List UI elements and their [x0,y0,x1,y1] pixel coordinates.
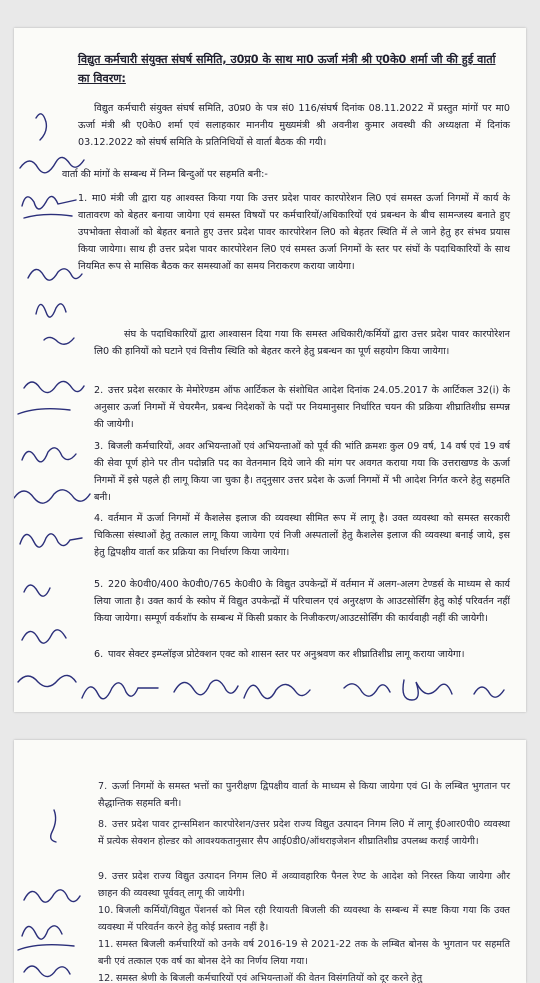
list-item: 8. उत्तर प्रदेश पावर ट्रान्समिशन कारपोरेशन/उत्तर प्रदेश राज्य विद्युत उत्पादन निगम लि0 में लागू ई0आर0पी0 व्यवस्था में प्रत्येक सेक्शन होल्डर को आवश्यकतानुसार सैप आई0डी0/ऑथराइजेशन शीघ्रातिशीघ्र उपलब्ध कराई जायेगी। [98,819,510,847]
list-item: संघ के पदाधिकारियों द्वारा आश्वासन दिया गया कि समस्त अधिकारी/कर्मियों द्वारा उत्तर प्रदेश पावर कारपोरेशन लि0 की हानियों को घटाने एवं वित्तीय स्थिति को बेहतर करने हेतु प्रबन्धन का पूर्ण सहयोग किया जायेगा। [94,329,510,357]
list-item: 1. मा0 मंत्री जी द्वारा यह आश्वस्त किया गया कि उत्तर प्रदेश पावर कारपोरेशन लि0 एवं समस्त ऊर्जा निगमों में कार्य के वातावरण को बेहतर बनाया जायेगा एवं समस्त विषयों पर कर्मचारियों/अधिकारियों एवं प्रबन्धन के बीच सामन्जस्य बनाते हुए उपभोक्ता सेवाओं को बेहतर बनाते हुए उत्तर प्रदेश पावर कारपोरेशन लि0 को बेहतर स्थिति में ले जाने हेतु हर संभव प्रयास किया जायेगा। साथ ही उत्तर प्रदेश पावर कारपोरेशन लि0 एवं समस्त ऊर्जा निगमों के स्तर पर संघों के पदाधिकारियों के साथ नियमित रूप से मासिक बैठक कर समस्याओं का समय निराकरण कराया जायेगा। [78,193,510,272]
list-item: 3. बिजली कर्मचारियों, अवर अभियन्ताओं एवं अभियन्ताओं को पूर्व की भांति क्रमशः कुल 09 वर्ष, 14 वर्ष एवं 19 वर्ष की सेवा पूर्ण होने पर तीन पदोन्नति पद का वेतनमान दिये जाने की मांग पर अवगत कराया गया कि उत्तराखण्ड के ऊर्जा निगमों में इसे पहले ही लागू किया जा चुका है। तद्नुसार उत्तर प्रदेश के ऊर्जा निगमों में भी आदेश निर्गत करने हेतु सहमति बनी। [94,441,510,503]
list-item-text: उत्तर प्रदेश पावर ट्रान्समिशन कारपोरेशन/उत्तर प्रदेश राज्य विद्युत उत्पादन निगम लि0 में लागू ई0आर0पी0 व्यवस्था में प्रत्येक सेक्शन होल्डर को आवश्यकतानुसार सैप आई0डी0/ऑथराइजेशन शीघ्रातिशीघ्र उपलब्ध कराई जायेगी। [98,819,510,847]
margin-signatures [14,108,94,708]
list-item-text: उत्तर प्रदेश सरकार के मेमोरेण्डम ऑफ आर्टिकल के संशोधित आदेश दिनांक 24.05.2017 के आर्टिकल 32(i) के अनुसार ऊर्जा निगमों में चेयरमैन, प्रबन्ध निदेशकों के पदों पर नियमानुसार निर्धारित चयन की प्रक्रिया शीघ्रातिशीघ्र सम्पन्न की जायेगी। [94,385,510,430]
document-page-2 [14,740,526,983]
list-item-text: पावर सेक्टर इम्प्लॉइज प्रोटेक्शन एक्ट को शासन स्तर पर अनुश्रवण कर शीघ्रातिशीघ्र लागू कराया जायेगा। [108,649,465,660]
list-item: 2. उत्तर प्रदेश सरकार के मेमोरेण्डम ऑफ आर्टिकल के संशोधित आदेश दिनांक 24.05.2017 के आर्टिकल 32(i) के अनुसार ऊर्जा निगमों में चेयरमैन, प्रबन्ध निदेशकों के पदों पर नियमानुसार निर्धारित चयन की प्रक्रिया शीघ्रातिशीघ्र सम्पन्न की जायेगी। [94,385,510,430]
list-item: 5. 220 के0वी0/400 के0वी0/765 के0वी0 के विद्युत उपकेन्द्रों में वर्तमान में अलग-अलग टेण्डर्स के माध्यम से कार्य लिया जाता है। उक्त कार्य के स्कोप में विद्युत उपकेन्द्रों में परिचालन एवं अनुरक्षण के आउटसोर्सिंग हेतु कोई परिवर्तन नहीं किया जायेगा। सम्पूर्ण वर्कशॉप के सम्बन्ध में किसी प्रकार के निजीकरण/आउटसोर्सिंग की कार्यवाही नहीं की जायेगी। [94,579,510,624]
list-item: 6. पावर सेक्टर इम्प्लॉइज प्रोटेक्शन एक्ट को शासन स्तर पर अनुश्रवण कर शीघ्रातिशीघ्र लागू कराया जायेगा। [94,649,465,660]
list-item-text: उत्तर प्रदेश राज्य विद्युत उत्पादन निगम लि0 में अव्यावहारिक पैनल रेण्ट के आदेश को निरस्त किया जायेगा और छाहन की व्यवस्था पूर्ववत् लागू की जायेगी। [98,871,510,899]
intro-paragraph: विद्युत कर्मचारी संयुक्त संघर्ष समिति, उ0प्र0 के पत्र सं0 116/संघर्ष दिनांक 08.11.2022 में प्रस्तुत मांगों पर मा0 ऊर्जा मंत्री श्री ए0के0 शर्मा एवं सलाहकार माननीय मुख्यमंत्री श्री अवनीश कुमार अवस्थी की अध्यक्षता में दिनांक 03.12.2022 को संघर्ष समिति के प्रतिनिधियों से वार्ता बैठक की गयी। [78,103,510,148]
agreement-heading: वार्ता की मांगों के सम्बन्ध में निम्न बिन्दुओं पर सहमति बनी:- [62,169,268,180]
list-item: 10. बिजली कर्मियों/विद्युत पेंशनर्स को मिल रही रियायती बिजली की व्यवस्था के सम्बन्ध में स्पष्ट किया गया कि उक्त व्यवस्था में परिवर्तन करने हेतु कोई प्रस्ताव नहीं है। [98,905,510,933]
list-item-text: वर्तमान में ऊर्जा निगमों में कैशलेस इलाज की व्यवस्था सीमित रूप में लागू है। उक्त व्यवस्था को समस्त सरकारी चिकित्सा संस्थाओं हेतु तत्काल लागू किया जायेगा एवं निजी अस्पतालों हेतु कैशलेस इलाज की व्यवस्था बनाई जाये, इस हेतु द्विपक्षीय वार्ता कर प्रक्रिया का निर्धारण किया जायेगा। [94,513,510,558]
list-item-text: बिजली कर्मचारियों, अवर अभियन्ताओं एवं अभियन्ताओं को पूर्व की भांति क्रमशः कुल 09 वर्ष, 14 वर्ष एवं 19 वर्ष की सेवा पूर्ण होने पर तीन पदोन्नति पद का वेतनमान दिये जाने की मांग पर अवगत कराया गया कि उत्तराखण्ड के ऊर्जा निगमों में इसे पहले ही लागू किया जा चुका है। तद्नुसार उत्तर प्रदेश के ऊर्जा निगमों में भी आदेश निर्गत करने हेतु सहमति बनी। [94,441,510,503]
list-item-text: 220 के0वी0/400 के0वी0/765 के0वी0 के विद्युत उपकेन्द्रों में वर्तमान में अलग-अलग टेण्डर्स के माध्यम से कार्य लिया जाता है। उक्त कार्य के स्कोप में विद्युत उपकेन्द्रों में परिचालन एवं अनुरक्षण के आउटसोर्सिंग हेतु कोई परिवर्तन नहीं किया जायेगा। सम्पूर्ण वर्कशॉप के सम्बन्ध में किसी प्रकार के निजीकरण/आउटसोर्सिंग की कार्यवाही नहीं की जायेगी। [94,579,510,624]
list-item: 11. समस्त बिजली कर्मचारियों को उनके वर्ष 2016-19 से 2021-22 तक के लम्बित बोनस के भुगतान पर सहमति बनी एवं तत्काल एक वर्ष का बोनस देने का निर्णय लिया गया। [98,939,510,967]
list-item-text: बिजली कर्मियों/विद्युत पेंशनर्स को मिल रही रियायती बिजली की व्यवस्था के सम्बन्ध में स्पष्ट किया गया कि उक्त व्यवस्था में परिवर्तन करने हेतु कोई प्रस्ताव नहीं है। [98,905,510,933]
list-item: 7. ऊर्जा निगमों के समस्त भत्तों का पुनरीक्षण द्विपक्षीय वार्ता के माध्यम से किया जायेगा एवं GI के लम्बित भुगतान पर सैद्धान्तिक सहमति बनी। [98,781,510,809]
list-item-text: मा0 मंत्री जी द्वारा यह आश्वस्त किया गया कि उत्तर प्रदेश पावर कारपोरेशन लि0 एवं समस्त ऊर्जा निगमों में कार्य के वातावरण को बेहतर बनाया जायेगा एवं समस्त विषयों पर कर्मचारियों/अधिकारियों एवं प्रबन्धन के बीच सामन्जस्य बनाते हुए उपभोक्ता सेवाओं को बेहतर बनाते हुए उत्तर प्रदेश पावर कारपोरेशन लि0 को बेहतर स्थिति में ले जाने हेतु हर संभव प्रयास किया जायेगा। साथ ही उत्तर प्रदेश पावर कारपोरेशन लि0 एवं समस्त ऊर्जा निगमों के स्तर पर संघों के पदाधिकारियों के साथ नियमित रूप से मासिक बैठक कर समस्याओं का समय निराकरण कराया जायेगा। [78,193,510,272]
document-page-1 [14,28,526,712]
list-item: 4. वर्तमान में ऊर्जा निगमों में कैशलेस इलाज की व्यवस्था सीमित रूप में लागू है। उक्त व्यवस्था को समस्त सरकारी चिकित्सा संस्थाओं हेतु तत्काल लागू किया जायेगा एवं निजी अस्पतालों हेतु कैशलेस इलाज की व्यवस्था बनाई जाये, इस हेतु द्विपक्षीय वार्ता कर प्रक्रिया का निर्धारण किया जायेगा। [94,513,510,558]
list-item: 12. समस्त श्रेणी के बिजली कर्मचारियों एवं अभियन्ताओं की वेतन विसंगतियों को दूर करने हेतु [98,973,423,983]
document-title: विद्युत कर्मचारी संयुक्त संघर्ष समिति, उ0प्र0 के साथ मा0 ऊर्जा मंत्री श्री ए0के0 शर्मा जी की हुई वार्ता का विवरण: [78,53,496,85]
list-item-text: समस्त श्रेणी के बिजली कर्मचारियों एवं अभियन्ताओं की वेतन विसंगतियों को दूर करने हेतु [116,973,423,983]
list-item-text: ऊर्जा निगमों के समस्त भत्तों का पुनरीक्षण द्विपक्षीय वार्ता के माध्यम से किया जायेगा एवं GI के लम्बित भुगतान पर सैद्धान्तिक सहमति बनी। [98,781,510,809]
list-item-text: समस्त बिजली कर्मचारियों को उनके वर्ष 2016-19 से 2021-22 तक के लम्बित बोनस के भुगतान पर सहमति बनी एवं तत्काल एक वर्ष का बोनस देने का निर्णय लिया गया। [98,939,510,967]
margin-signatures [14,800,98,980]
bottom-signatures [74,668,514,712]
list-item: 9. उत्तर प्रदेश राज्य विद्युत उत्पादन निगम लि0 में अव्यावहारिक पैनल रेण्ट के आदेश को निरस्त किया जायेगा और छाहन की व्यवस्था पूर्ववत् लागू की जायेगी। [98,871,510,899]
